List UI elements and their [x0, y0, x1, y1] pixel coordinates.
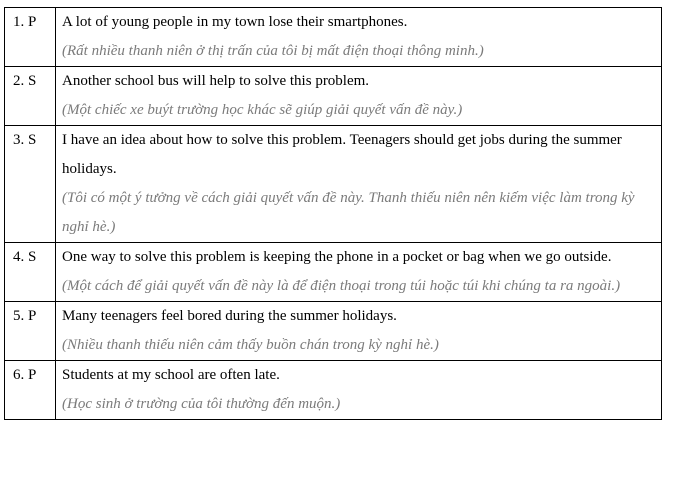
vietnamese-translation: (Nhiều thanh thiếu niên cảm thấy buồn chán trong kỳ nghỉ hè.): [62, 337, 439, 353]
row-label: 4. S: [5, 243, 56, 302]
vietnamese-translation: (Một chiếc xe buýt trường học khác sẽ giúp giải quyết vấn đề này.): [62, 102, 463, 118]
row-content: [56, 8, 662, 67]
english-sentence: I have an idea about how to solve this problem. Teenagers should get jobs during the summer holidays.: [62, 132, 622, 177]
english-sentence: Many teenagers feel bored during the summer holidays.: [62, 308, 397, 324]
table-row: [5, 302, 662, 361]
english-sentence: Another school bus will help to solve this problem.: [62, 73, 370, 89]
answer-table: [4, 7, 662, 420]
table-row: [5, 243, 662, 302]
vietnamese-translation: (Học sinh ở trường của tôi thường đến muộn.): [62, 396, 341, 412]
english-sentence: Students at my school are often late.: [62, 367, 280, 383]
row-content: [56, 302, 662, 361]
row-label: 6. P: [5, 361, 56, 420]
row-label: 3. S: [5, 126, 56, 243]
row-label: 1. P: [5, 8, 56, 67]
row-content: [56, 126, 662, 243]
table-row: [5, 8, 662, 67]
vietnamese-translation: (Tôi có một ý tưởng về cách giải quyết vấn đề này. Thanh thiếu niên nên kiếm việc làm trong kỳ nghỉ hè.): [62, 190, 635, 235]
english-sentence: One way to solve this problem is keeping the phone in a pocket or bag when we go outside.: [62, 249, 612, 265]
vietnamese-translation: (Một cách để giải quyết vấn đề này là để điện thoại trong túi hoặc túi khi chúng ta ra ngoài.): [62, 278, 621, 294]
row-label: 5. P: [5, 302, 56, 361]
vietnamese-translation: (Rất nhiều thanh niên ở thị trấn của tôi bị mất điện thoại thông minh.): [62, 43, 484, 59]
row-label: 2. S: [5, 67, 56, 126]
row-content: [56, 243, 662, 302]
table-row: [5, 361, 662, 420]
table-row: [5, 67, 662, 126]
row-content: [56, 361, 662, 420]
table-row: [5, 126, 662, 243]
row-content: [56, 67, 662, 126]
english-sentence: A lot of young people in my town lose their smartphones.: [62, 14, 408, 30]
